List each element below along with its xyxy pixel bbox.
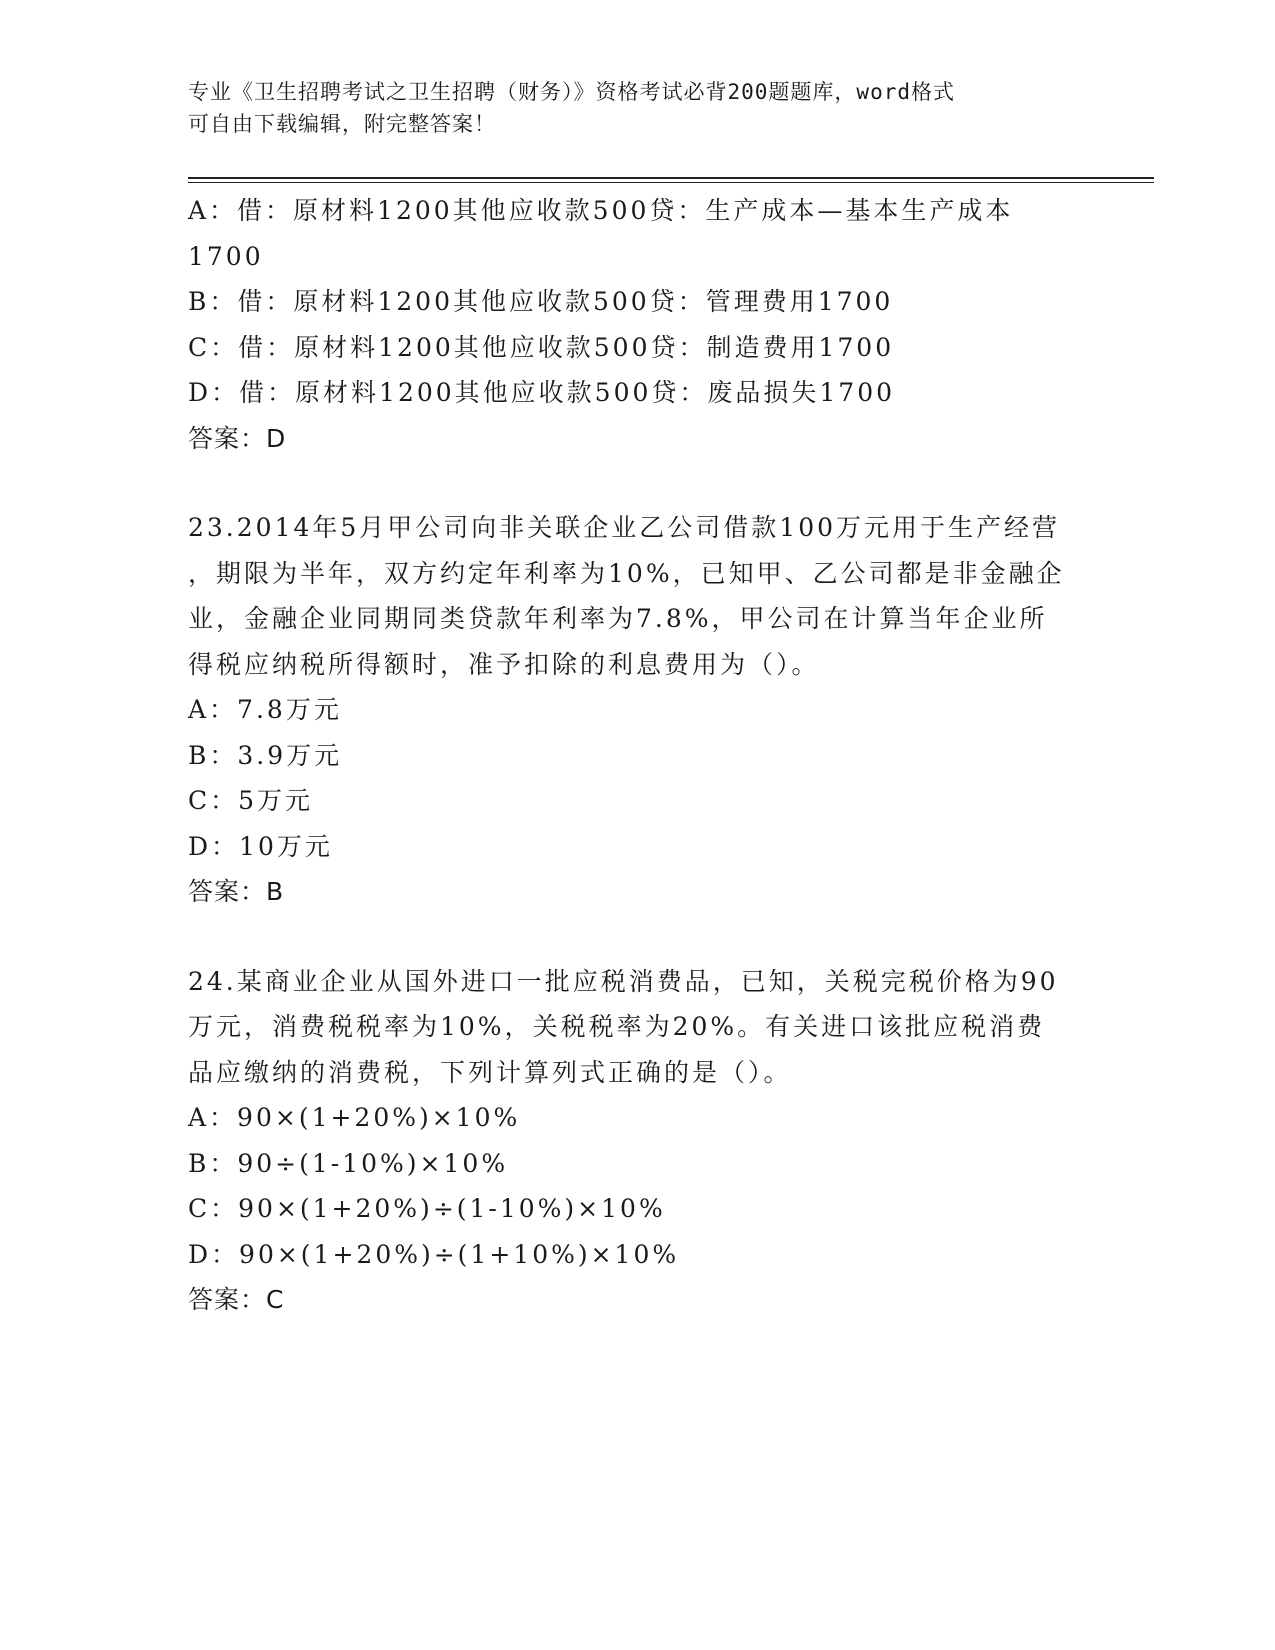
answer-label: 答案：C bbox=[188, 1285, 285, 1314]
option-d: D：90×(1+20%)÷(1+10%)×10% bbox=[188, 1239, 680, 1269]
question-23-block bbox=[188, 505, 1088, 915]
spacer bbox=[188, 915, 1088, 959]
spacer bbox=[188, 461, 1088, 505]
option-b: B：借：原材料1200其他应收款500贷：管理费用1700 bbox=[188, 287, 894, 316]
question-text-line: 品应缴纳的消费税，下列计算列式正确的是（）。 bbox=[188, 1057, 792, 1087]
header-line-1: 专业《卫生招聘考试之卫生招聘（财务）》资格考试必背200题题库，word格式 bbox=[188, 80, 955, 104]
answer-label: 答案：B bbox=[188, 877, 285, 906]
question-text-line: 业，金融企业同期同类贷款年利率为7.8%，甲公司在计算当年企业所 bbox=[188, 604, 1048, 633]
question-text-line: 得税应纳税所得额时，准予扣除的利息费用为（）。 bbox=[188, 649, 820, 679]
header-divider-thick bbox=[188, 177, 1154, 179]
option-c: C：90×(1+20%)÷(1-10%)×10% bbox=[188, 1194, 666, 1223]
option-b: B：3.9万元 bbox=[188, 740, 343, 770]
header-divider-thin bbox=[188, 182, 1154, 183]
option-a-continued: 1700 bbox=[188, 241, 264, 271]
question-24-block bbox=[188, 959, 1088, 1323]
question-text-line: 万元，消费税税率为10%，关税税率为20%。有关进口该批应税消费 bbox=[188, 1012, 1046, 1041]
option-d: D：借：原材料1200其他应收款500贷：废品损失1700 bbox=[188, 378, 896, 407]
question-text-line: ，期限为半年，双方约定年利率为10%，已知甲、乙公司都是非金融企 bbox=[188, 558, 1065, 588]
option-d: D：10万元 bbox=[188, 831, 333, 861]
document-header bbox=[188, 76, 1088, 140]
option-a: A：借：原材料1200其他应收款500贷：生产成本—基本生产成本 bbox=[188, 196, 1014, 225]
option-c: C：5万元 bbox=[188, 786, 314, 815]
option-c: C：借：原材料1200其他应收款500贷：制造费用1700 bbox=[188, 332, 895, 362]
option-a: A：90×(1+20%)×10% bbox=[188, 1103, 521, 1132]
question-22-block bbox=[188, 188, 1088, 461]
option-b: B：90÷(1-10%)×10% bbox=[188, 1148, 509, 1178]
document-body bbox=[188, 188, 1088, 1323]
answer-label: 答案：D bbox=[188, 423, 287, 453]
header-line-2: 可自由下载编辑，附完整答案！ bbox=[188, 112, 496, 136]
question-text-line: 23.2014年5月甲公司向非关联企业乙公司借款100万元用于生产经营 bbox=[188, 513, 1061, 542]
question-text-line: 24.某商业企业从国外进口一批应税消费品，已知，关税完税价格为90 bbox=[188, 966, 1059, 996]
option-a: A：7.8万元 bbox=[188, 695, 342, 724]
